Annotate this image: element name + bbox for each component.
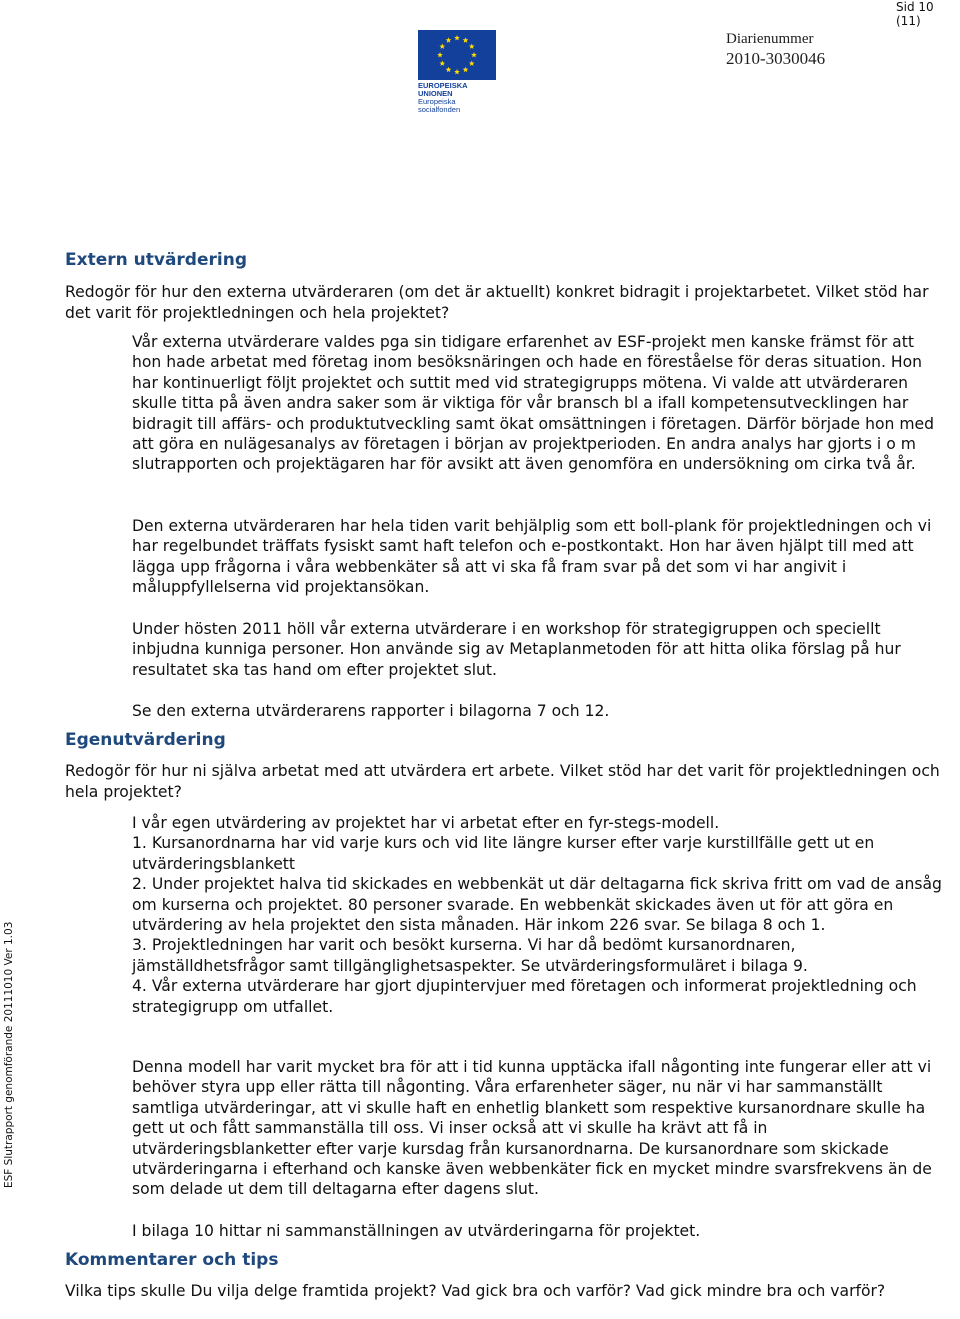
- diarienummer-value: 2010-3030046: [726, 49, 826, 68]
- eu-star-icon: [437, 52, 443, 57]
- eu-star-icon: [454, 35, 460, 40]
- question-egen: Redogör för hur ni själva arbetat med att utvärdera ert arbete. Vilket stöd har det varit för projektledningen och hela projektet?: [65, 762, 940, 801]
- egen-bilaga-para: I bilaga 10 hittar ni sammanställningen av utvärderingarna för projektet.: [132, 1222, 701, 1240]
- eu-star-icon: [469, 61, 475, 66]
- eu-flag-icon: [418, 30, 496, 80]
- eu-star-icon: [446, 67, 452, 72]
- eu-star-icon: [469, 44, 475, 49]
- eu-star-icon: [463, 67, 469, 72]
- logo-line2: Europeiska socialfonden: [418, 97, 461, 114]
- question-kommentarer: Vilka tips skulle Du vilja delge framtida projekt? Vad gick bra och varför? Vad gick mindre bra och varför?: [65, 1282, 886, 1300]
- egen-step1: 1. Kursanordnarna har vid varje kurs och vid lite längre kurser efter varje kurstillfälle gett ut en utvärderingsblankett: [132, 834, 875, 873]
- diarienummer-label: Diarienummer: [726, 31, 814, 47]
- heading-extern: Extern utvärdering: [65, 250, 247, 270]
- heading-egen: Egenutvärdering: [65, 730, 226, 750]
- egen-step3: 3. Projektledningen har varit och besökt kurserna. Vi har då bedömt kursanordnaren, jämställdhetsfrågor samt tillgänglighetsaspekter. Se utvärderingsformuläret i bilaga 9.: [132, 936, 808, 975]
- heading-kommentarer: Kommentarer och tips: [65, 1250, 279, 1270]
- question-extern: Redogör för hur den externa utvärderaren (om det är aktuellt) konkret bidragit i projektarbetet. Vilket stöd har det varit för projektledningen och hela projektet?: [65, 283, 929, 322]
- extern-answer-p3: Under hösten 2011 höll vår externa utvärderare i en workshop för strategigruppen och speciellt inbjudna kunniga personer. Hon använde sig av Metaplanmetoden för att hitta olika förslag på hur resultatet ska tas hand om efter projektet slut.: [132, 620, 901, 679]
- eu-star-icon: [439, 44, 445, 49]
- egen-model-para: Denna modell har varit mycket bra för att i tid kunna upptäcka ifall någonting inte fungerar eller att vi behöver styra upp eller rätta till någonting. Våra erfarenheter säger, nu när vi har sammanställt samtliga utvärderingar, att vi skulle haft en enhetlig blankett som respektive kursanordnare skulle ha gett ut och fått sammanställa till oss. Vi inser också att vi skulle ha krävt att få in utvärderingsblanketter efter varje kursdag från kursanordnarna. De kursanordnare som skickade utvärderingarna i efterhand och kanske även webbenkäter fick en mycket mindre svarsfrekvens än de som delade ut dem till deltagarna efter dagens slut.: [132, 1058, 932, 1199]
- egen-step2: 2. Under projektet halva tid skickades en webbenkät ut där deltagarna fick skriva fritt om vad de ansåg om kurserna och projektet. 80 personer svarade. En webbenkät skickades även ut för att göra en utvärdering av hela projektet den sista månaden. Här inkom 226 svar. Se bilaga 8 och 1.: [132, 875, 942, 935]
- logo-line1: EUROPEISKA UNIONEN: [418, 81, 468, 98]
- extern-answer-p2: Den externa utvärderaren har hela tiden varit behjälplig som ett boll-plank för projektledningen och vi har regelbundet träffats fysiskt samt haft telefon och e-postkontakt. Hon har även hjälpt till med att lägga upp frågorna i våra webbenkäter så att vi ska få fram svar på det som vi har angivit i måluppfyllelserna vid projektansökan.: [132, 517, 932, 597]
- extern-answer-p1: Vår externa utvärderare valdes pga sin tidigare erfarenhet av ESF-projekt men kanske främst för att hon hade arbetat med företag inom besöksnäringen och hade en föreståelse för deras situation. Hon har kontinuerligt följt projektet och suttit med vid strategigrupps mötena. Vi valde att utvärderaren skulle titta på även andra saker som är viktiga för vår bransch bl a ifall kompetensutvecklingen har bidragit till affärs- och produktutveckling samt ökat omsättningen i företagen. Därför började hon med att göra en nulägesanalys av företagen i början av projektperioden. En andra analys har gjorts i o m slutrapporten och projektägaren har för avsikt att även genomföra en undersökning om cirka två år.: [132, 333, 935, 474]
- eu-star-icon: [454, 69, 460, 74]
- side-footer-text: ESF Slutrapport genomförande 20111010 Ver 1.03: [3, 921, 15, 1188]
- page-number: Sid 10 (11): [896, 0, 934, 28]
- egen-intro: I vår egen utvärdering av projektet har vi arbetat efter en fyr-stegs-modell.: [132, 814, 720, 832]
- egen-step4: 4. Vår externa utvärderare har gjort djupintervjuer med företagen och informerat projektledning och strategigrupp om utfallet.: [132, 977, 917, 1016]
- eu-star-icon: [471, 52, 477, 57]
- eu-logo: [418, 30, 498, 114]
- diarienummer-block: [726, 30, 825, 68]
- eu-star-icon: [439, 61, 445, 66]
- extern-answer-p4: Se den externa utvärderarens rapporter i bilagorna 7 och 12.: [132, 702, 610, 720]
- eu-star-icon: [463, 37, 469, 42]
- eu-star-icon: [446, 37, 452, 42]
